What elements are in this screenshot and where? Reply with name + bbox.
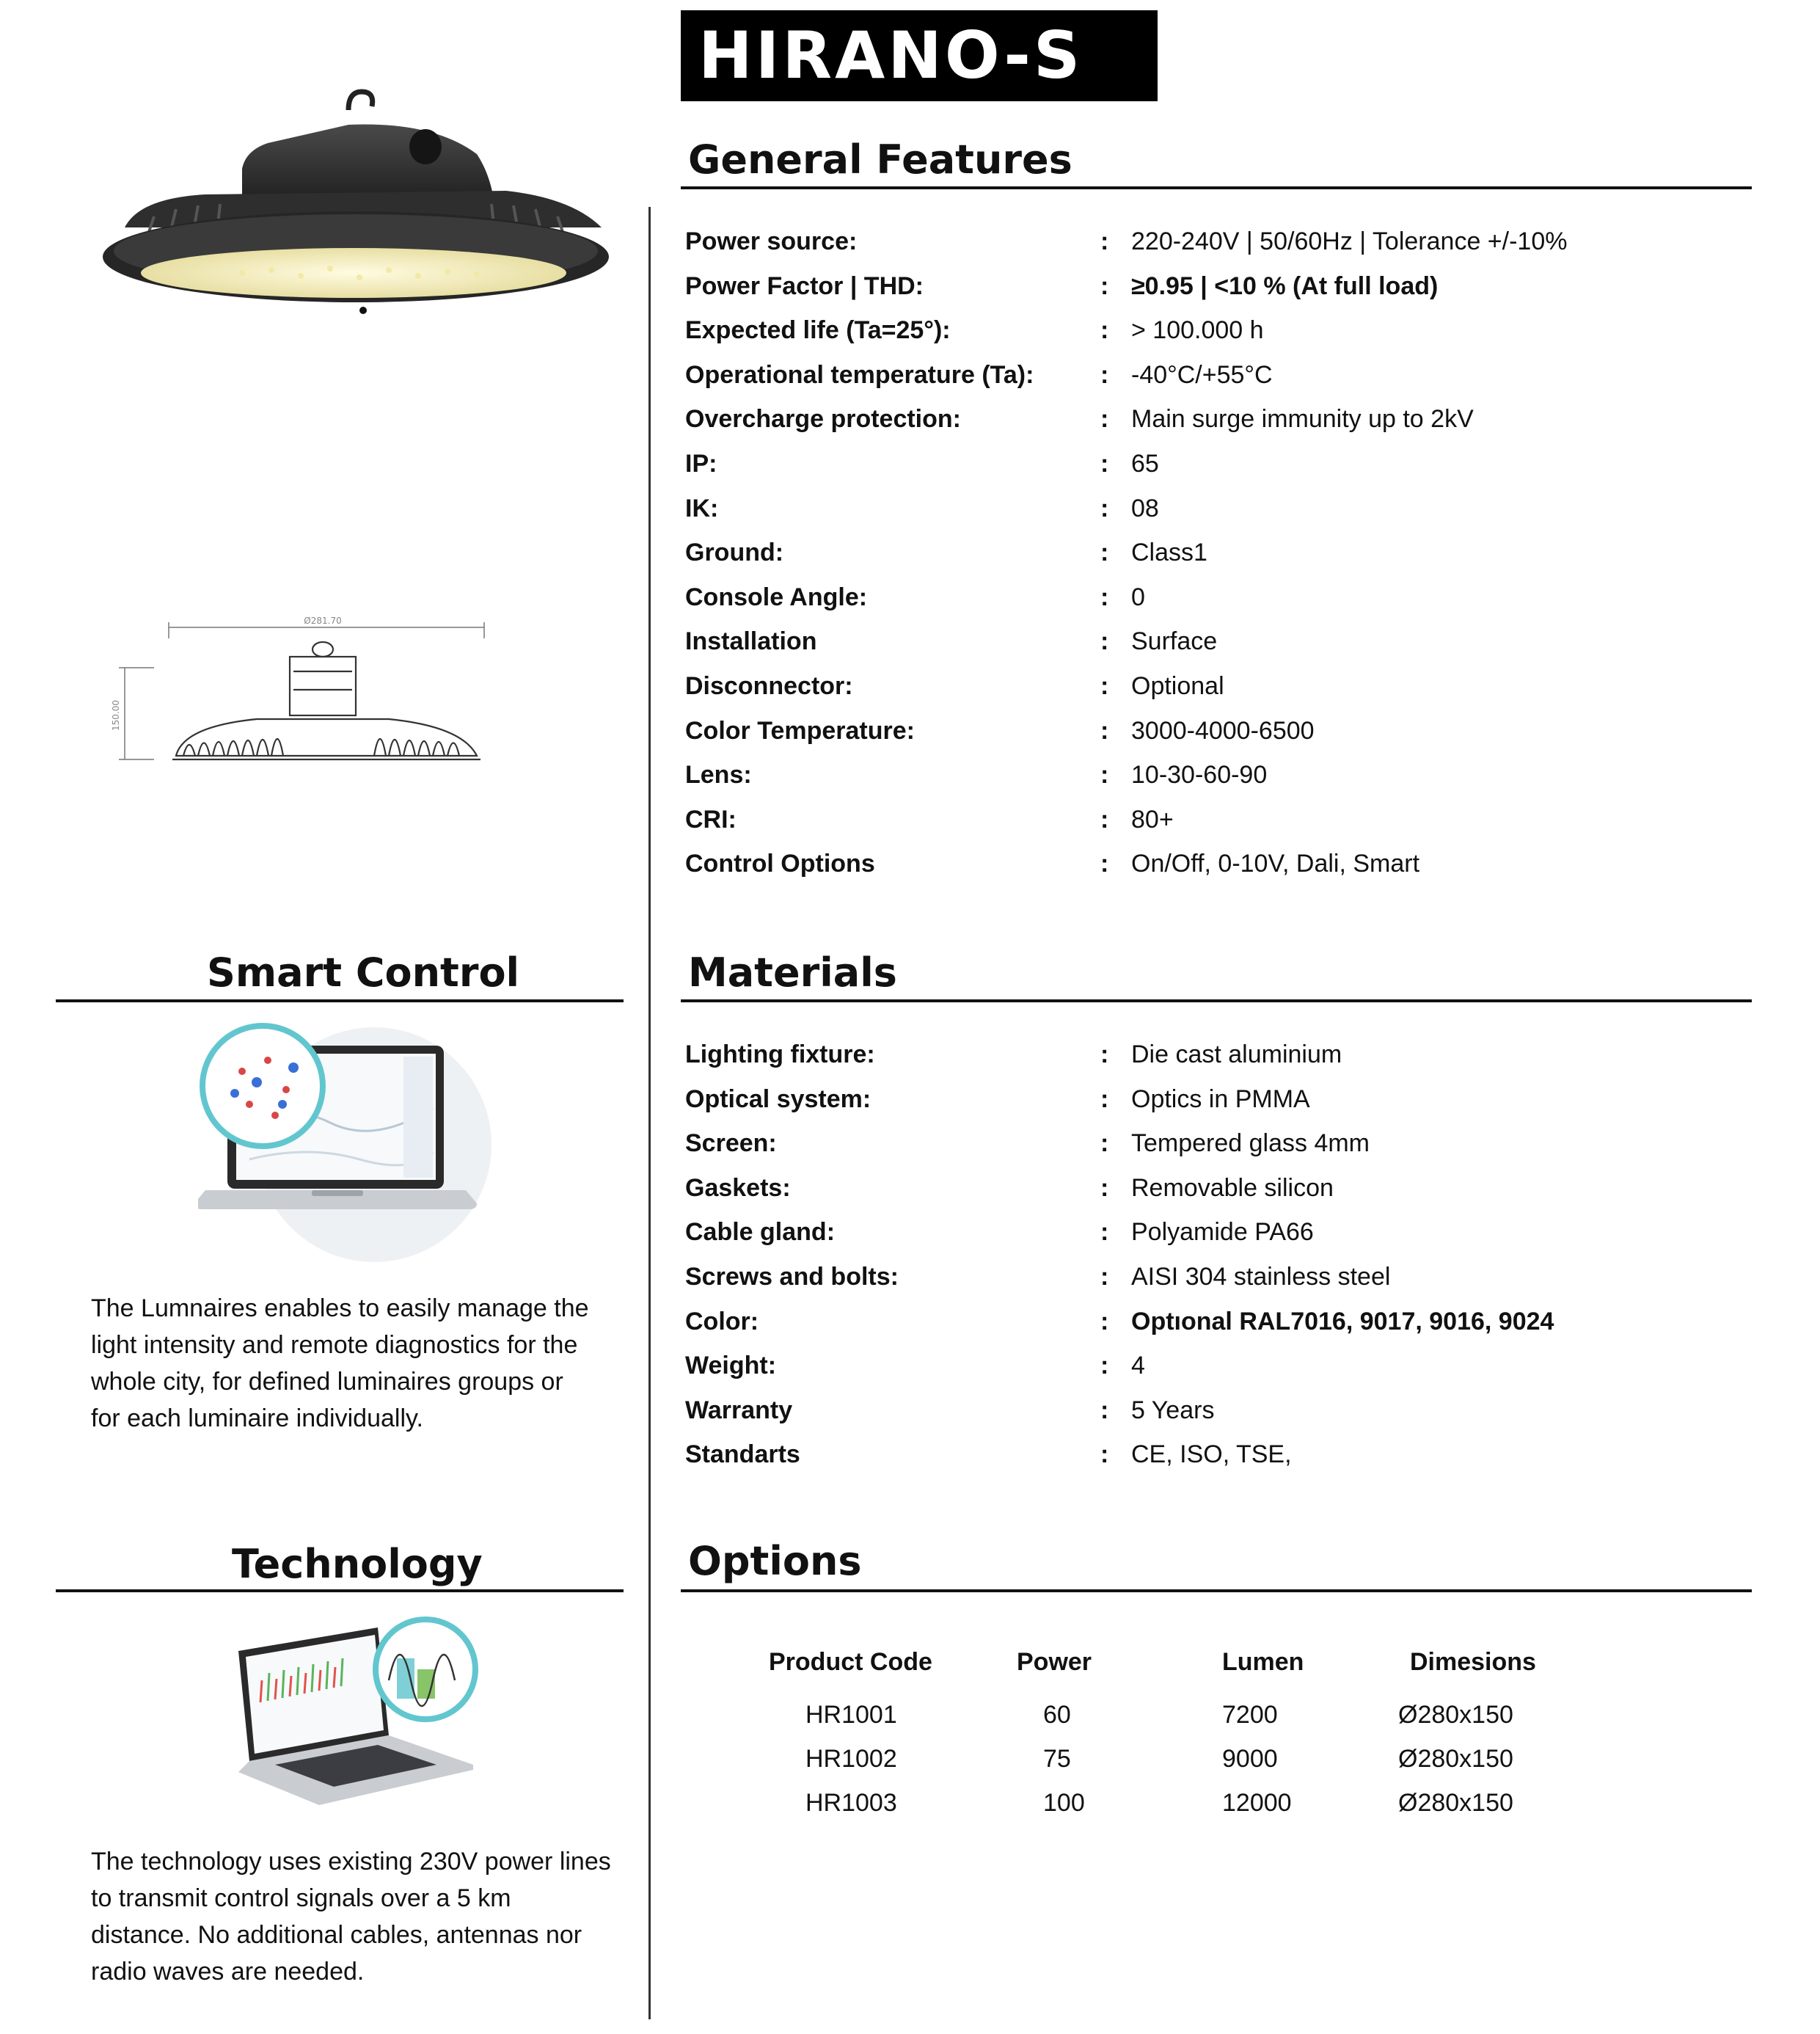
material-separator: :: [1100, 1040, 1109, 1068]
technology-line: The technology uses existing 230V power lines: [91, 1848, 611, 1876]
general-feature-row: [685, 668, 1749, 704]
general-feature-separator: :: [1100, 271, 1109, 300]
material-value: AISI 304 stainless steel: [1131, 1263, 1391, 1291]
general-feature-value: 65: [1131, 450, 1159, 478]
general-feature-label: CRI:: [685, 805, 737, 834]
options-cell-product-code: HR1002: [805, 1745, 897, 1773]
smart-control-line: whole city, for defined luminaires groups or: [91, 1368, 563, 1396]
general-feature-label: Disconnector:: [685, 672, 853, 700]
general-feature-value: 10-30-60-90: [1131, 761, 1268, 790]
options-cell-power: 75: [1043, 1745, 1071, 1773]
general-feature-separator: :: [1100, 583, 1109, 611]
general-feature-value: Optional: [1131, 672, 1224, 700]
material-row: [685, 1125, 1749, 1162]
general-feature-value: -40°C/+55°C: [1131, 360, 1273, 389]
product-title: HIRANO-S: [698, 18, 1083, 93]
material-label: Screen:: [685, 1129, 777, 1158]
options-cell-power: 60: [1043, 1701, 1071, 1729]
options-cell-product-code: HR1001: [805, 1701, 897, 1729]
options-cell-lumen: 9000: [1222, 1745, 1278, 1773]
general-feature-label: Power Factor | THD:: [685, 271, 924, 300]
general-feature-row: [685, 757, 1749, 793]
general-feature-separator: :: [1100, 405, 1109, 434]
material-value: CE, ISO, TSE,: [1131, 1440, 1292, 1469]
materials-title: Materials: [688, 949, 897, 996]
general-feature-value: Surface: [1131, 627, 1218, 656]
smart-control-line: The Lumnaires enables to easily manage the: [91, 1294, 589, 1322]
smart-control-paragraph: [91, 1290, 626, 1437]
options-cell-lumen: 12000: [1222, 1789, 1292, 1817]
technology-line: distance. No additional cables, antennas nor: [91, 1921, 582, 1949]
material-separator: :: [1100, 1085, 1109, 1113]
material-label: Weight:: [685, 1352, 777, 1380]
material-value: Optıonal RAL7016, 9017, 9016, 9024: [1131, 1307, 1554, 1335]
general-feature-value: 3000-4000-6500: [1131, 716, 1315, 745]
smart-control-rule: [56, 999, 624, 1002]
general-feature-value: 08: [1131, 494, 1159, 522]
technology-line: to transmit control signals over a 5 km: [91, 1884, 511, 1912]
material-row: [685, 1036, 1749, 1073]
material-value: Die cast aluminium: [1131, 1040, 1342, 1068]
material-row: [685, 1436, 1749, 1473]
material-separator: :: [1100, 1173, 1109, 1202]
general-feature-label: Color Temperature:: [685, 716, 915, 745]
smart-control-title: Smart Control: [207, 949, 520, 996]
general-feature-label: Control Options: [685, 850, 875, 878]
general-feature-row: [685, 579, 1749, 616]
general-feature-separator: :: [1100, 450, 1109, 478]
material-separator: :: [1100, 1129, 1109, 1158]
options-cell-dimensions: Ø280x150: [1398, 1701, 1513, 1729]
material-separator: :: [1100, 1440, 1109, 1469]
general-feature-value: > 100.000 h: [1131, 316, 1264, 345]
general-feature-separator: :: [1100, 761, 1109, 790]
options-header-power: Power: [1017, 1648, 1092, 1676]
material-row: [685, 1347, 1749, 1384]
technology-line: radio waves are needed.: [91, 1958, 365, 1986]
general-feature-row: [685, 357, 1749, 393]
materials-rule: [681, 999, 1752, 1002]
general-feature-separator: :: [1100, 627, 1109, 656]
general-feature-label: Expected life (Ta=25°):: [685, 316, 951, 345]
options-rule: [681, 1589, 1752, 1592]
general-feature-value: ≥0.95 | <10 % (At full load): [1131, 271, 1439, 300]
options-title: Options: [688, 1538, 862, 1584]
product-title-box: [681, 10, 1158, 101]
technical-drawing-icon: [110, 609, 491, 778]
general-feature-separator: :: [1100, 716, 1109, 745]
general-feature-label: Overcharge protection:: [685, 405, 961, 434]
options-cell-power: 100: [1043, 1789, 1085, 1817]
options-header-product-code: Product Code: [769, 1648, 932, 1676]
general-feature-separator: :: [1100, 539, 1109, 567]
material-row: [685, 1170, 1749, 1206]
general-feature-separator: :: [1100, 227, 1109, 255]
general-feature-label: IK:: [685, 494, 719, 522]
general-feature-row: [685, 223, 1749, 260]
material-label: Screws and bolts:: [685, 1263, 899, 1291]
general-feature-label: Console Angle:: [685, 583, 868, 611]
material-separator: :: [1100, 1396, 1109, 1424]
general-feature-row: [685, 623, 1749, 660]
material-value: Polyamide PA66: [1131, 1218, 1314, 1247]
options-cell-product-code: HR1003: [805, 1789, 897, 1817]
material-row: [685, 1303, 1749, 1340]
general-feature-value: 80+: [1131, 805, 1174, 834]
material-value: Tempered glass 4mm: [1131, 1129, 1370, 1158]
general-features-title: General Features: [688, 136, 1072, 183]
general-feature-value: Class1: [1131, 539, 1207, 567]
material-separator: :: [1100, 1307, 1109, 1335]
options-header-lumen: Lumen: [1222, 1648, 1304, 1676]
laptop-chart-icon: [231, 1614, 488, 1834]
general-feature-row: [685, 268, 1749, 305]
column-divider: [648, 207, 651, 2019]
general-feature-row: [685, 712, 1749, 749]
material-label: Color:: [685, 1307, 759, 1335]
material-row: [685, 1258, 1749, 1295]
material-row: [685, 1081, 1749, 1118]
general-feature-row: [685, 801, 1749, 838]
general-feature-row: [685, 534, 1749, 571]
general-feature-separator: :: [1100, 850, 1109, 878]
general-feature-row: [685, 845, 1749, 882]
general-features-rule: [681, 186, 1752, 189]
material-label: Lighting fixture:: [685, 1040, 875, 1068]
general-feature-value: 220-240V | 50/60Hz | Tolerance +/-10%: [1131, 227, 1568, 255]
technology-rule: [56, 1589, 624, 1592]
material-row: [685, 1214, 1749, 1250]
material-row: [685, 1392, 1749, 1429]
general-feature-separator: :: [1100, 805, 1109, 834]
general-feature-label: Power source:: [685, 227, 858, 255]
general-feature-label: Ground:: [685, 539, 784, 567]
technology-paragraph: [91, 1843, 626, 1990]
general-feature-value: 0: [1131, 583, 1145, 611]
options-header-dimensions: Dimesions: [1410, 1648, 1536, 1676]
material-separator: :: [1100, 1263, 1109, 1291]
material-label: Warranty: [685, 1396, 793, 1424]
general-feature-separator: :: [1100, 494, 1109, 522]
general-feature-separator: :: [1100, 672, 1109, 700]
general-feature-label: Operational temperature (Ta):: [685, 360, 1034, 389]
general-feature-value: Main surge immunity up to 2kV: [1131, 405, 1474, 434]
general-feature-separator: :: [1100, 316, 1109, 345]
options-cell-dimensions: Ø280x150: [1398, 1789, 1513, 1817]
material-label: Optical system:: [685, 1085, 871, 1113]
material-value: Removable silicon: [1131, 1173, 1334, 1202]
material-label: Gaskets:: [685, 1173, 791, 1202]
general-feature-row: [685, 490, 1749, 527]
high-bay-lamp-icon: [95, 81, 616, 323]
material-separator: :: [1100, 1218, 1109, 1247]
general-feature-separator: :: [1100, 360, 1109, 389]
general-feature-value: On/Off, 0-10V, Dali, Smart: [1131, 850, 1420, 878]
smart-control-line: light intensity and remote diagnostics for the: [91, 1331, 578, 1359]
general-feature-label: Lens:: [685, 761, 752, 790]
drawing-width-dim: Ø281.70: [304, 616, 342, 626]
material-value: 4: [1131, 1352, 1145, 1380]
general-feature-row: [685, 312, 1749, 349]
material-value: 5 Years: [1131, 1396, 1215, 1424]
smart-control-line: for each luminaire individually.: [91, 1404, 423, 1432]
general-feature-label: IP:: [685, 450, 717, 478]
drawing-height-dim: 150.00: [111, 700, 121, 731]
general-feature-row: [685, 445, 1749, 482]
general-feature-row: [685, 401, 1749, 437]
material-label: Standarts: [685, 1440, 800, 1469]
technology-title: Technology: [232, 1541, 483, 1587]
material-label: Cable gland:: [685, 1218, 836, 1247]
laptop-map-icon: [198, 1020, 499, 1262]
options-cell-lumen: 7200: [1222, 1701, 1278, 1729]
general-feature-label: Installation: [685, 627, 817, 656]
options-cell-dimensions: Ø280x150: [1398, 1745, 1513, 1773]
material-value: Optics in PMMA: [1131, 1085, 1310, 1113]
material-separator: :: [1100, 1352, 1109, 1380]
